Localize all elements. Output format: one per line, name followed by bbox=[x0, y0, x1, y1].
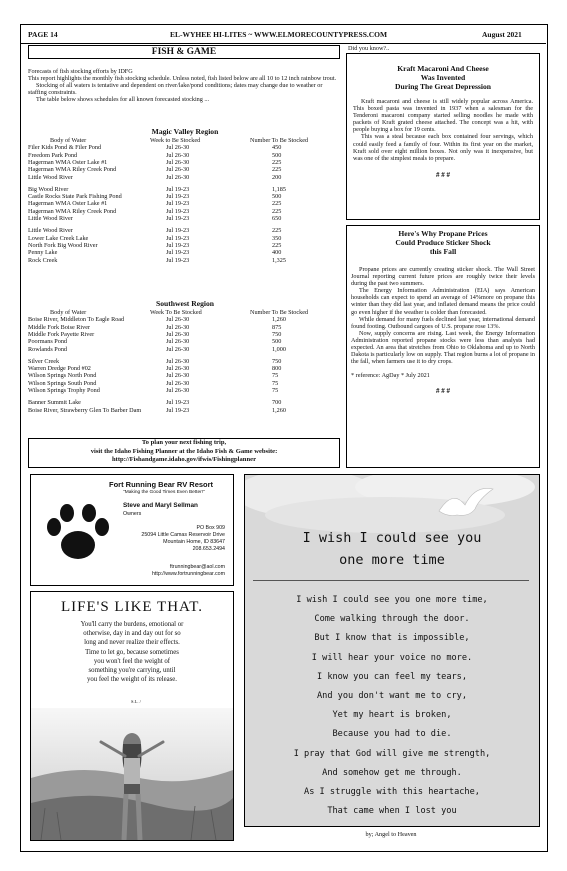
propane-paragraph: The Energy Information Administration (EIA) says American households can expect to spend an average of 14%more on propane this winter than they did last year, and inflated demand means the price could go even higher if the weather is colder than forecasted. bbox=[351, 287, 535, 316]
water-body-cell: Boise River, Middleton To Eagle Road bbox=[28, 316, 125, 324]
column-header: Week to Be Stocked bbox=[150, 137, 201, 144]
stocking-count-cell: 75 bbox=[272, 387, 279, 394]
poem-line: Yet my heart is broken, bbox=[332, 710, 452, 721]
kraft-title-line: Was Invented bbox=[420, 73, 466, 82]
poem-heading-line: one more time bbox=[339, 552, 445, 568]
column-header: Body of Water bbox=[50, 309, 87, 316]
stocking-week-cell: Jul 26-30 bbox=[166, 387, 190, 394]
water-body-cell: Little Wood River bbox=[28, 215, 73, 222]
propane-end-mark: # # # bbox=[436, 387, 450, 396]
stocking-week-cell: Jul 19-23 bbox=[166, 193, 190, 201]
stocking-week-cell: Jul 19-23 bbox=[166, 207, 190, 215]
life-line: something you're carrying, until bbox=[88, 667, 176, 675]
life-line: You'll carry the burdens, emotional or bbox=[80, 621, 184, 628]
water-body-cell: Boise River, Strawberry Glen To Barber Dam bbox=[28, 406, 142, 414]
stocking-week-cell: Jul 26-30 bbox=[166, 345, 190, 353]
water-body-cell: Wilson Springs South Pond bbox=[28, 379, 97, 387]
propane-paragraph: Propane prices are currently creating sticker shock. The Wall Street Journal reporting current future prices are roughly twice their levels during the past two summers. bbox=[351, 266, 535, 288]
fish-intro-line: Stocking of all waters is tentative and dependent on river/lake/pond conditions; dates may change due to weather or staffing constraints. bbox=[28, 82, 323, 97]
stocking-count-cell: 1,260 bbox=[272, 316, 286, 324]
publication-title: EL-WYHEE HI-LITES ~ WWW.ELMORECOUNTYPRESS.COM bbox=[170, 30, 388, 39]
poem-card bbox=[244, 474, 540, 827]
water-body-cell: Rock Creek bbox=[28, 256, 58, 264]
stocking-week-cell: Jul 26-30 bbox=[166, 144, 190, 152]
stocking-count-cell: 400 bbox=[272, 249, 282, 257]
kraft-title-line: During The Great Depression bbox=[395, 82, 491, 91]
water-body-cell: Little Wood River bbox=[28, 173, 73, 181]
owners-label: Owners bbox=[123, 511, 142, 517]
stocking-week-cell: Jul 26-30 bbox=[166, 330, 190, 338]
fish-title-box bbox=[28, 45, 340, 59]
kraft-title-line: Kraft Macaroni And Cheese bbox=[397, 64, 489, 73]
water-body-cell: Filer Kids Pond & Filer Pond bbox=[28, 144, 102, 152]
life-signature: S.L. / bbox=[131, 699, 141, 704]
paw-print-icon bbox=[45, 501, 111, 563]
water-body-cell: Hagerman WMA Riley Creek Pond bbox=[28, 166, 117, 174]
poem-line: I know you can feel my tears, bbox=[316, 671, 468, 682]
life-line: Time to let go, because sometimes bbox=[85, 648, 179, 656]
stocking-week-cell: Jul 19-23 bbox=[166, 241, 190, 249]
water-body-cell: Silver Creek bbox=[28, 357, 60, 365]
water-body-cell: Hagerman WMA Oster Lake #1 bbox=[28, 200, 108, 208]
stocking-count-cell: 225 bbox=[272, 241, 282, 249]
stocking-week-cell: Jul 19-23 bbox=[166, 249, 190, 257]
stocking-count-cell: 750 bbox=[272, 330, 282, 338]
propane-paragraph: While demand for many fuels declined last year, international demand found footing. Outbound cargoes of U.S. propane rose 13%. bbox=[351, 315, 535, 330]
poem-line: That came when I lost you bbox=[327, 806, 457, 817]
water-body-cell: Little Wood River bbox=[28, 227, 73, 235]
issue-date: August 2021 bbox=[482, 30, 522, 39]
column-header: Body of Water bbox=[50, 137, 87, 144]
stocking-count-cell: 225 bbox=[272, 166, 282, 174]
poem-divider bbox=[253, 580, 529, 581]
header-rule bbox=[20, 43, 546, 44]
dove-icon bbox=[435, 483, 495, 523]
stocking-count-cell: 1,185 bbox=[272, 185, 286, 193]
planner-line: visit the Idaho Fishing Planner at the Idaho Fish & Game website: bbox=[90, 447, 278, 455]
stocking-week-cell: Jul 19-23 bbox=[166, 227, 190, 235]
planner-link[interactable]: http://Fishandgame.idaho.gov/ifwis/Fishingplanner bbox=[112, 456, 256, 464]
stocking-week-cell: Jul 26-30 bbox=[166, 158, 190, 166]
resort-address bbox=[141, 525, 225, 553]
column-header: Number To Be Stocked bbox=[250, 309, 309, 316]
stocking-count-cell: 700 bbox=[272, 399, 282, 407]
stocking-count-cell: 500 bbox=[272, 338, 282, 346]
stocking-count-cell: 225 bbox=[272, 227, 282, 235]
propane-title-line: Here's Why Propane Prices bbox=[398, 229, 488, 238]
resort-owners: Steve and Maryl Sellman bbox=[123, 502, 198, 509]
southwest-title: Southwest Region bbox=[155, 299, 214, 308]
field-woman-photo bbox=[31, 708, 233, 840]
stocking-week-cell: Jul 26-30 bbox=[166, 173, 190, 181]
water-body-cell: Warren Dredge Pond #02 bbox=[28, 365, 91, 373]
life-line: otherwise, day in and day out for so bbox=[83, 630, 181, 638]
stocking-count-cell: 225 bbox=[272, 200, 282, 208]
life-title: LIFE'S LIKE THAT. bbox=[60, 599, 204, 615]
fish-intro-line: Forecasts of fish stocking efforts by IDFG bbox=[28, 68, 133, 75]
stocking-week-cell: Jul 26-30 bbox=[166, 166, 190, 174]
poem-line: As I struggle with this heartache, bbox=[304, 787, 480, 798]
water-body-cell: Poormans Pond bbox=[28, 338, 68, 346]
water-body-cell: Freedom Park Pond bbox=[28, 151, 78, 159]
phone-number: 208.653.2494 bbox=[192, 546, 225, 552]
page-number: PAGE 14 bbox=[28, 30, 58, 39]
stocking-count-cell: 500 bbox=[272, 193, 282, 201]
stocking-count-cell: 750 bbox=[272, 357, 282, 365]
poem-line: Because you had to die. bbox=[332, 729, 452, 740]
poem-line: And you don't want me to cry, bbox=[316, 691, 468, 702]
stocking-week-cell: Jul 19-23 bbox=[166, 406, 190, 414]
stocking-count-cell: 650 bbox=[272, 215, 282, 222]
stocking-count-cell: 1,325 bbox=[272, 256, 286, 264]
email-link[interactable]: ftrunningbear@aol.com bbox=[169, 564, 225, 570]
life-line: you won't feel the weight of bbox=[93, 657, 171, 665]
address-line: Mountain Home, ID 83647 bbox=[163, 539, 225, 545]
poem-line: But I know that is impossible, bbox=[314, 633, 470, 644]
address-line: 25094 Little Camas Reservoir Drive bbox=[141, 532, 225, 538]
poem-line: I will hear your voice no more. bbox=[311, 652, 473, 663]
column-header: Week To Be Stocked bbox=[150, 309, 202, 316]
website-link[interactable]: http://www.fortrunningbear.com bbox=[151, 571, 225, 577]
stocking-count-cell: 1,260 bbox=[272, 406, 286, 414]
stocking-count-cell: 225 bbox=[272, 158, 282, 166]
stocking-week-cell: Jul 19-23 bbox=[166, 185, 190, 193]
stocking-count-cell: 75 bbox=[272, 372, 279, 380]
stocking-count-cell: 800 bbox=[272, 365, 282, 373]
fishing-planner-box bbox=[28, 438, 340, 468]
stocking-count-cell: 75 bbox=[272, 379, 279, 387]
poem-line: I wish I could see you one more time, bbox=[296, 595, 488, 605]
stocking-week-cell: Jul 19-23 bbox=[166, 234, 190, 242]
kraft-end-mark: # # # bbox=[436, 170, 450, 179]
stocking-week-cell: Jul 26-30 bbox=[166, 338, 190, 346]
propane-article bbox=[346, 225, 540, 468]
water-body-cell: North Fork Big Wood River bbox=[28, 241, 98, 249]
stocking-week-cell: Jul 19-23 bbox=[166, 399, 190, 407]
water-body-cell: Hagerman WMA Riley Creek Pond bbox=[28, 207, 117, 215]
magic-valley-title: Magic Valley Region bbox=[151, 127, 219, 136]
kraft-paragraph: This was a steal because each box contained four servings, which could easily feed a family of four. Within its first year on the market, Kraft sold over eight million boxes. Not only was it inexpensive, but was one of the simplest meals to prepare. bbox=[353, 133, 533, 162]
stocking-week-cell: Jul 26-30 bbox=[166, 316, 190, 324]
stocking-count-cell: 500 bbox=[272, 151, 282, 159]
water-body-cell: Middle Fork Payette River bbox=[28, 330, 95, 338]
stocking-week-cell: Jul 26-30 bbox=[166, 323, 190, 331]
stocking-week-cell: Jul 19-23 bbox=[166, 200, 190, 208]
did-you-know-label: Did you know?.. bbox=[348, 45, 390, 52]
stocking-week-cell: Jul 26-30 bbox=[166, 151, 190, 159]
propane-title-line: this Fall bbox=[429, 247, 457, 256]
poem-line: Come walking through the door. bbox=[314, 614, 470, 625]
page-header bbox=[20, 30, 546, 42]
planner-line: To plan your next fishing trip, bbox=[141, 439, 227, 446]
column-header: Number To Be Stocked bbox=[250, 137, 309, 144]
stocking-week-cell: Jul 19-23 bbox=[166, 215, 190, 222]
stocking-week-cell: Jul 19-23 bbox=[166, 256, 190, 264]
water-body-cell: Wilson Springs North Pond bbox=[28, 372, 97, 380]
stocking-count-cell: 875 bbox=[272, 323, 282, 331]
lifes-like-that-card bbox=[30, 591, 234, 841]
poem-body bbox=[245, 591, 539, 821]
stocking-count-cell: 200 bbox=[272, 173, 282, 181]
stocking-week-cell: Jul 26-30 bbox=[166, 365, 190, 373]
kraft-paragraph: Kraft macaroni and cheese is still widely popular across America. This boxed pasta was invented in 1937 when a salesman for the Tenderoni macaroni company started selling noodles he made with packets of Kraft grated cheese attached. The concept was a hit, with people buying a box for 19 cents. bbox=[353, 98, 533, 134]
fish-title: FISH & GAME bbox=[151, 47, 217, 57]
life-line: long and never realize their effects. bbox=[84, 639, 180, 647]
resort-tagline: "Making the Good Times Even Better!" bbox=[123, 490, 205, 495]
water-body-cell: Hagerman WMA Oster Lake #1 bbox=[28, 158, 108, 166]
water-body-cell: Castle Rocks State Park Fishing Pond bbox=[28, 193, 122, 201]
stocking-week-cell: Jul 26-30 bbox=[166, 357, 190, 365]
fish-intro-line: This report highlights the monthly fish stocking schedule. Unless noted, fish listed below are all 10 to 12 inch rainbow trout. bbox=[28, 75, 337, 83]
water-body-cell: Rowlands Pond bbox=[28, 345, 68, 353]
stocking-count-cell: 225 bbox=[272, 207, 282, 215]
propane-title-line: Could Produce Sticker Shock bbox=[395, 238, 491, 247]
water-body-cell: Middle Fork Boise River bbox=[28, 323, 91, 331]
poem-credit: by; Angel to Heaven bbox=[365, 831, 417, 838]
stocking-count-cell: 1,000 bbox=[272, 345, 286, 353]
kraft-article bbox=[346, 53, 540, 220]
water-body-cell: Big Wood River bbox=[28, 185, 69, 193]
poem-heading bbox=[245, 527, 539, 571]
fish-intro-line: The table below shows schedules for all known forecasted stocking ... bbox=[36, 96, 210, 104]
stocking-week-cell: Jul 26-30 bbox=[166, 379, 190, 387]
life-line: you feel the weight of its release. bbox=[86, 676, 178, 684]
stocking-week-cell: Jul 26-30 bbox=[166, 372, 190, 380]
rv-resort-ad bbox=[30, 474, 234, 586]
stocking-count-cell: 350 bbox=[272, 234, 282, 242]
poem-heading-line: I wish I could see you bbox=[302, 530, 482, 546]
address-line: PO Box 909 bbox=[196, 525, 225, 531]
poem-line: I pray that God will give me strength, bbox=[293, 748, 491, 759]
water-body-cell: Penny Lake bbox=[28, 249, 58, 257]
stocking-count-cell: 450 bbox=[272, 144, 282, 152]
poem-line: And somehow get me through. bbox=[322, 767, 462, 778]
propane-reference: * reference: AgDay * July 2021 bbox=[351, 372, 430, 380]
fish-intro bbox=[28, 68, 342, 103]
resort-contact bbox=[152, 564, 225, 578]
resort-name: Fort Running Bear RV Resort bbox=[109, 480, 214, 489]
water-body-cell: Lower Lake Creek Lake bbox=[28, 234, 89, 242]
water-body-cell: Banner Summit Lake bbox=[28, 399, 81, 407]
propane-paragraph: Now, supply concerns are rising. Last week, the Energy Information Administration reported propane stocks were less than analysts had expected. An area that stretches from Ohio to Oklahoma and up to North Dakota is particularly low on supply. That region burns a lot of propane in the fall, when farmers use it to dry crops. bbox=[351, 329, 535, 366]
water-body-cell: Wilson Springs Trophy Pond bbox=[28, 387, 100, 394]
